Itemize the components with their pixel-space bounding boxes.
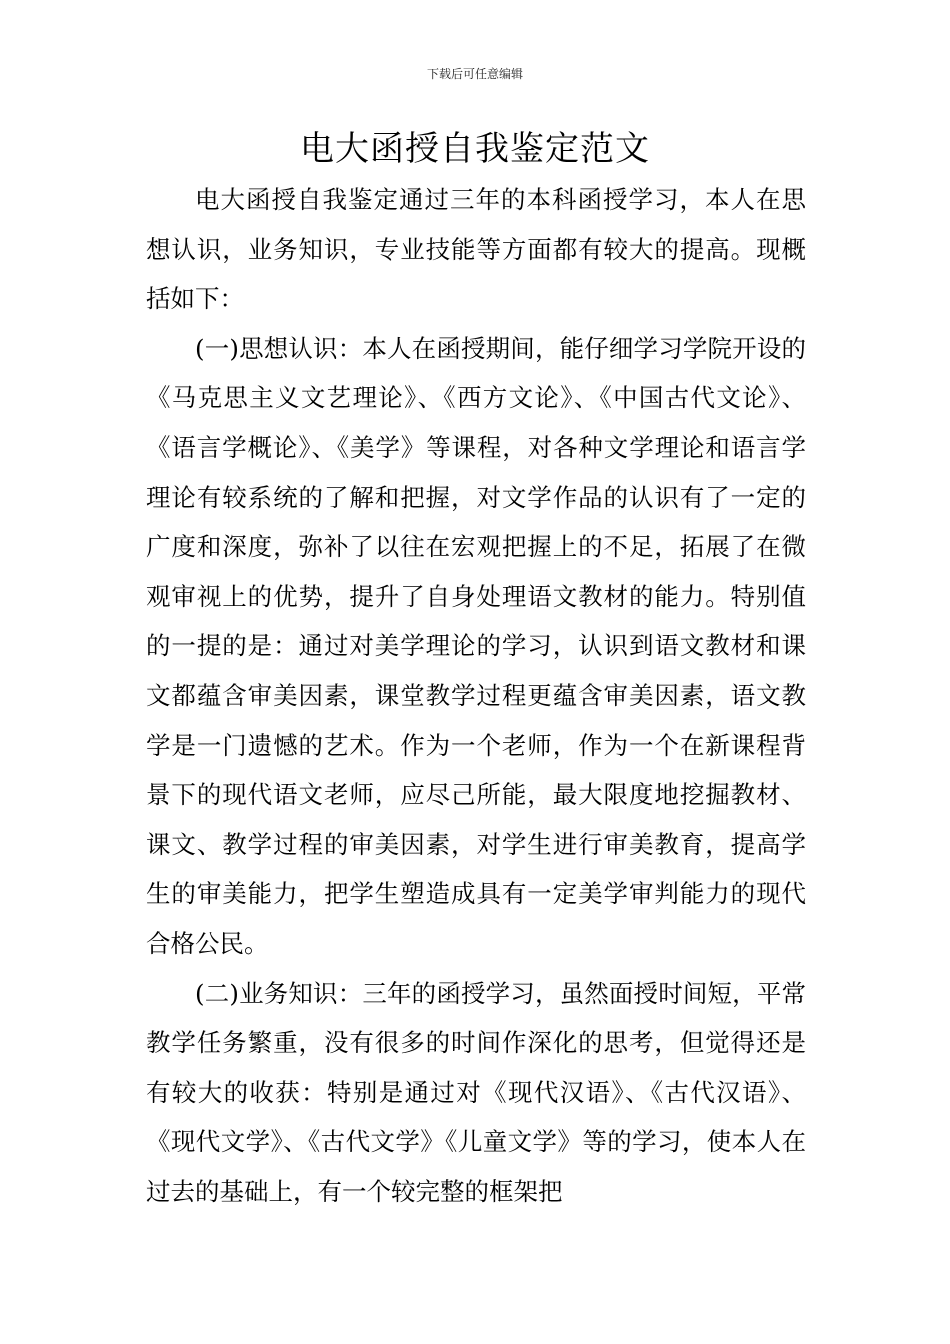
paragraph-intro: 电大函授自我鉴定通过三年的本科函授学习，本人在思想认识，业务知识，专业技能等方面都有较大的提高。现概括如下： — [146, 185, 806, 314]
header-note: 下载后可任意编辑 — [426, 67, 523, 81]
document-title: 电大函授自我鉴定范文 — [300, 129, 650, 169]
document-body — [146, 175, 806, 1216]
paragraph-knowledge: (二)业务知识：三年的函授学习，虽然面授时间短，平常教学任务繁重，没有很多的时间作深化的思考，但觉得还是有较大的收获：特别是通过对《现代汉语》、《古代汉语》、《现代文学》、《古代文学》《儿童文学》等的学习，使本人在过去的基础上，有一个较完整的框架把 — [146, 978, 806, 1206]
paragraph-thought: (一)思想认识：本人在函授期间，能仔细学习学院开设的《马克思主义文艺理论》、《西方文论》、《中国古代文论》、《语言学概论》、《美学》等课程，对各种文学理论和语言学理论有较系统的了解和把握，对文学作品的认识有了一定的广度和深度，弥补了以往在宏观把握上的不足，拓展了在微观审视上的优势，提升了自身处理语文教材的能力。特别值的一提的是：通过对美学理论的学习，认识到语文教材和课文都蕴含审美因素，课堂教学过程更蕴含审美因素，语文教学是一门遗憾的艺术。作为一个老师，作为一个在新课程背景下的现代语文老师，应尽己所能，最大限度地挖掘教材、课文、教学过程的审美因素，对学生进行审美教育，提高学生的审美能力，把学生塑造成具有一定美学审判能力的现代合格公民。 — [146, 333, 806, 958]
